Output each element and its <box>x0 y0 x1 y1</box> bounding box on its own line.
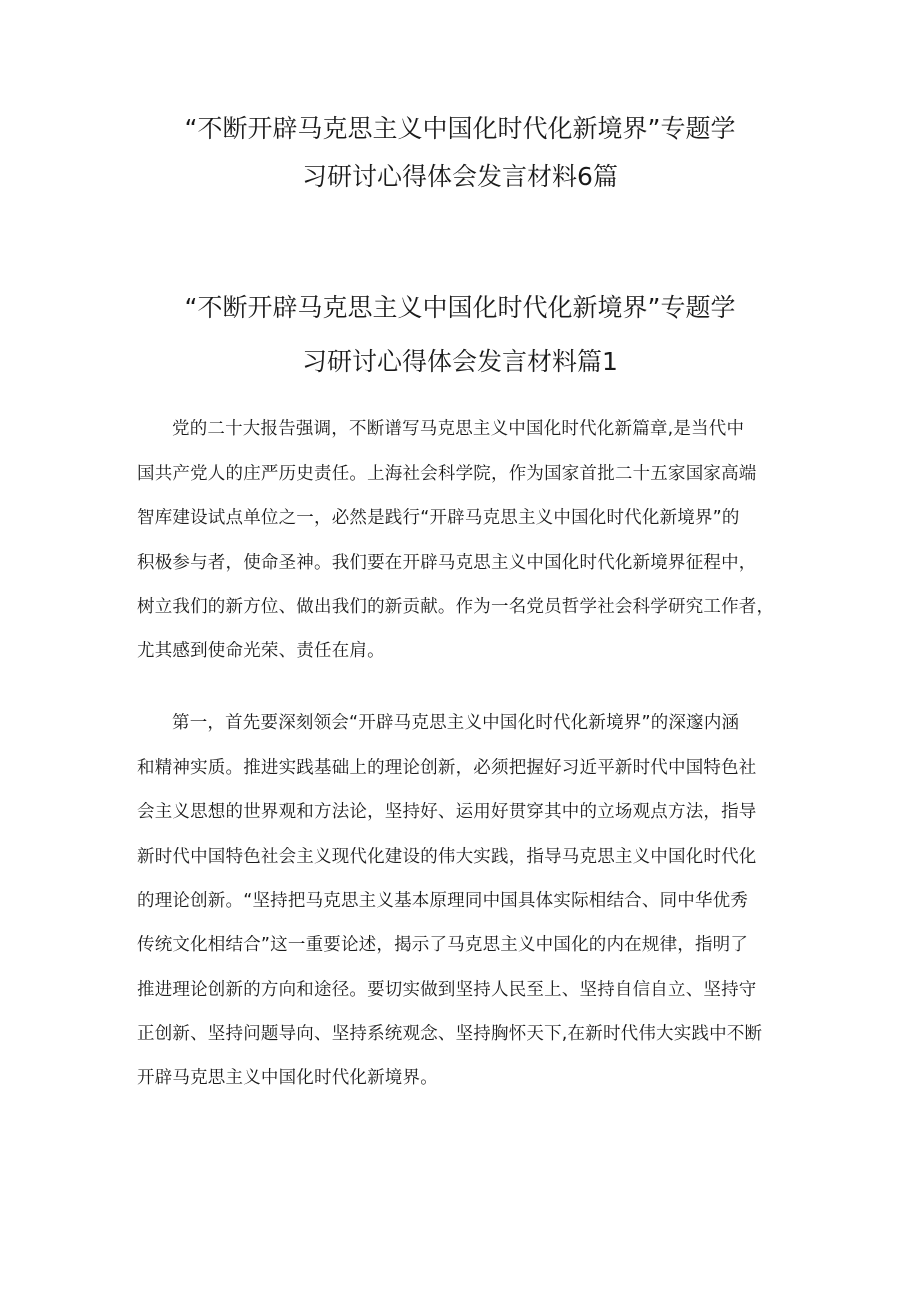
paragraph-1-line-3: 智库建设试点单位之一，必然是践行“开辟马克思主义中国化时代化新境界”的 <box>137 508 740 528</box>
paragraph-1-line-2: 国共产党人的庄严历史责任。上海社会科学院，作为国家首批二十五家国家高端 <box>137 464 757 484</box>
paragraph-2-line-7: 推进理论创新的方向和途径。要切实做到坚持人民至上、坚持自信自立、坚持守 <box>137 980 757 1000</box>
paragraph-2-line-8: 正创新、坚持问题导向、坚持系统观念、坚持胸怀天下,在新时代伟大实践中不断 <box>137 1024 763 1044</box>
paragraph-2-line-5: 的理论创新。“坚持把马克思主义基本原理同中国具体实际相结合、同中华优秀 <box>137 891 749 911</box>
paragraph-2-line-4: 新时代中国特色社会主义现代化建设的伟大实践，指导马克思主义中国化时代化 <box>137 847 757 867</box>
paragraph-1-line-1: 党的二十大报告强调，不断谱写马克思主义中国化时代化新篇章,是当代中 <box>172 419 745 439</box>
paragraph-1-line-4: 积极参与者，使命圣神。我们要在开辟马克思主义中国化时代化新境界征程中， <box>137 553 757 573</box>
paragraph-1-line-5: 树立我们的新方位、做出我们的新贡献。作为一名党员哲学社会科学研究工作者， <box>137 597 775 617</box>
paragraph-2-line-2: 和精神实质。推进实践基础上的理论创新，必须把握好习近平新时代中国特色社 <box>137 758 757 778</box>
paragraph-1-line-6: 尤其感到使命光荣、责任在肩。 <box>137 641 385 661</box>
section-title-line-2: 习研讨心得体会发言材料篇1 <box>302 347 618 376</box>
paragraph-2-line-3: 会主义思想的世界观和方法论，坚持好、运用好贯穿其中的立场观点方法，指导 <box>137 802 757 822</box>
paragraph-2-line-9: 开辟马克思主义中国化时代化新境界。 <box>137 1068 438 1088</box>
paragraph-2-line-6: 传统文化相结合”这一重要论述，揭示了马克思主义中国化的内在规律，指明了 <box>137 935 749 955</box>
paragraph-2-line-1: 第一，首先要深刻领会“开辟马克思主义中国化时代化新境界”的深邃内涵 <box>172 713 740 733</box>
section-title-line-1: “不断开辟马克思主义中国化时代化新境界”专题学 <box>184 293 736 322</box>
main-title-line-1: “不断开辟马克思主义中国化时代化新境界”专题学 <box>184 114 736 143</box>
main-title-line-2: 习研讨心得体会发言材料6篇 <box>302 162 618 191</box>
